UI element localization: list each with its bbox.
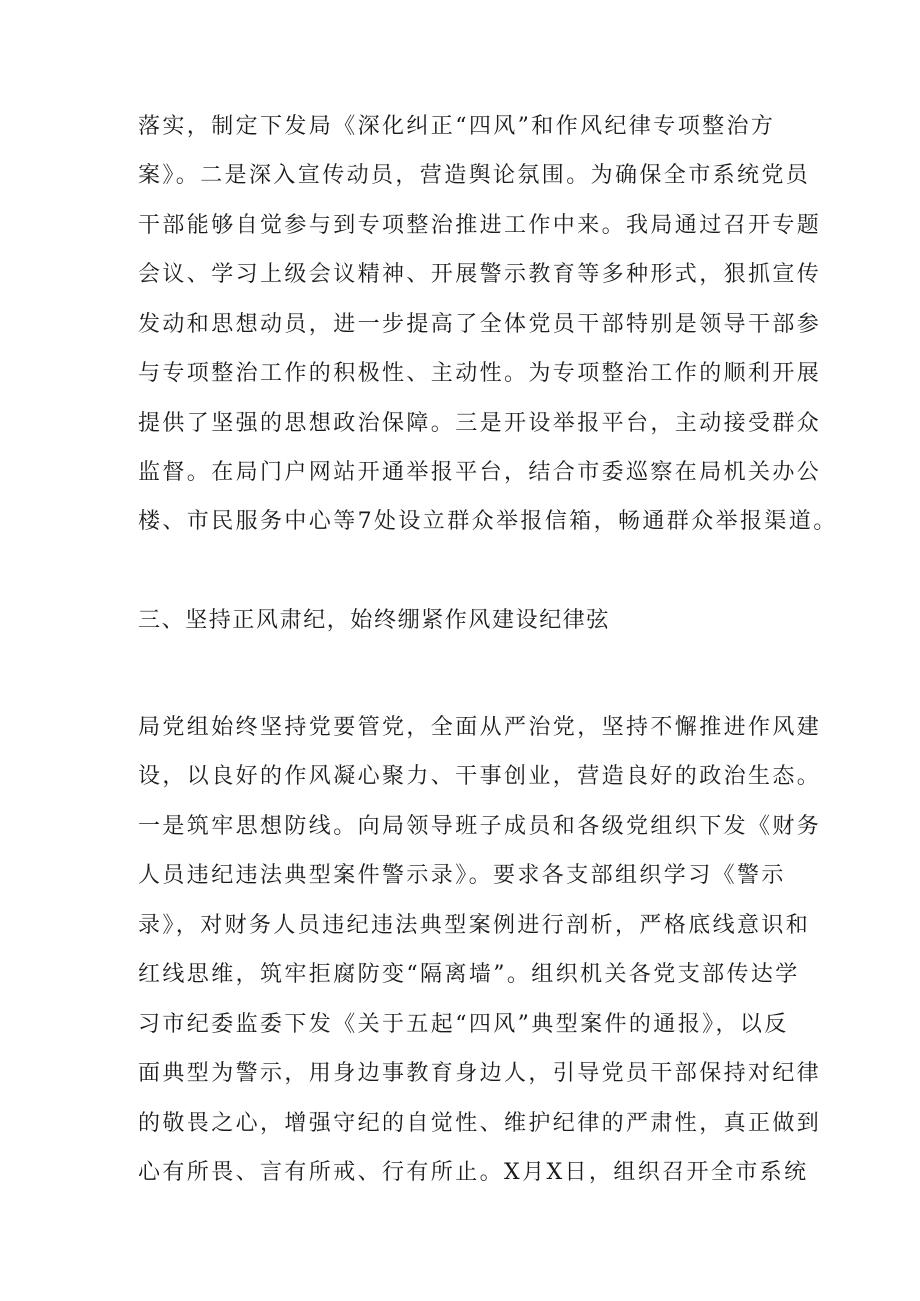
paragraph-1-line-9: 楼、市民服务中心等7处设立群众举报信箱，畅通群众举报渠道。 [138, 509, 838, 534]
paragraph-2-line-1: 局党组始终坚持党要管党，全面从严治党，坚持不懈推进作风建 [138, 715, 822, 740]
paragraph-2-line-8: 面典型为警示，用身边事教育身边人，引导党员干部保持对纪律 [138, 1061, 822, 1086]
paragraph-2-line-4: 人员违纪违法典型案件警示录》。要求各支部组织学习《警示 [138, 863, 786, 888]
paragraph-2-line-10: 心有所畏、言有所戒、行有所止。X月X日，组织召开全市系统 [138, 1160, 809, 1185]
paragraph-1-line-7: 提供了坚强的思想政治保障。三是开设举报平台，主动接受群众 [138, 411, 822, 436]
paragraph-1-line-1: 落实，制定下发局《深化纠正“四风”和作风纪律专项整治方 [138, 114, 776, 139]
paragraph-1-line-8: 监督。在局门户网站开通举报平台，结合市委巡察在局机关办公 [138, 460, 822, 485]
paragraph-1-line-5: 发动和思想动员，进一步提高了全体党员干部特别是领导干部参 [138, 312, 822, 337]
section-heading: 三、坚持正风肃纪，始终绷紧作风建设纪律弦 [138, 608, 611, 633]
paragraph-2-line-7: 习市纪委监委下发《关于五起“四风”典型案件的通报》，以反 [138, 1012, 789, 1037]
paragraph-1-line-3: 干部能够自觉参与到专项整治推进工作中来。我局通过召开专题 [138, 213, 822, 238]
paragraph-2-line-3: 一是筑牢思想防线。向局领导班子成员和各级党组织下发《财务 [138, 814, 822, 839]
paragraph-2-line-9: 的敬畏之心，增强守纪的自觉性、维护纪律的严肃性，真正做到 [138, 1111, 822, 1136]
paragraph-2-line-2: 设，以良好的作风凝心聚力、干事创业，营造良好的政治生态。 [138, 764, 822, 789]
paragraph-1-line-2: 案》。二是深入宣传动员，营造舆论氛围。为确保全市系统党员 [138, 163, 811, 188]
paragraph-1-line-4: 会议、学习上级会议精神、开展警示教育等多种形式，狠抓宣传 [138, 262, 822, 287]
paragraph-2-line-6: 红线思维，筑牢拒腐防变“隔离墙”。组织机关各党支部传达学 [138, 962, 800, 987]
paragraph-1-line-6: 与专项整治工作的积极性、主动性。为专项整治工作的顺利开展 [138, 361, 822, 386]
paragraph-2-line-5: 录》，对财务人员违纪违法典型案例进行剖析，严格底线意识和 [138, 913, 811, 938]
